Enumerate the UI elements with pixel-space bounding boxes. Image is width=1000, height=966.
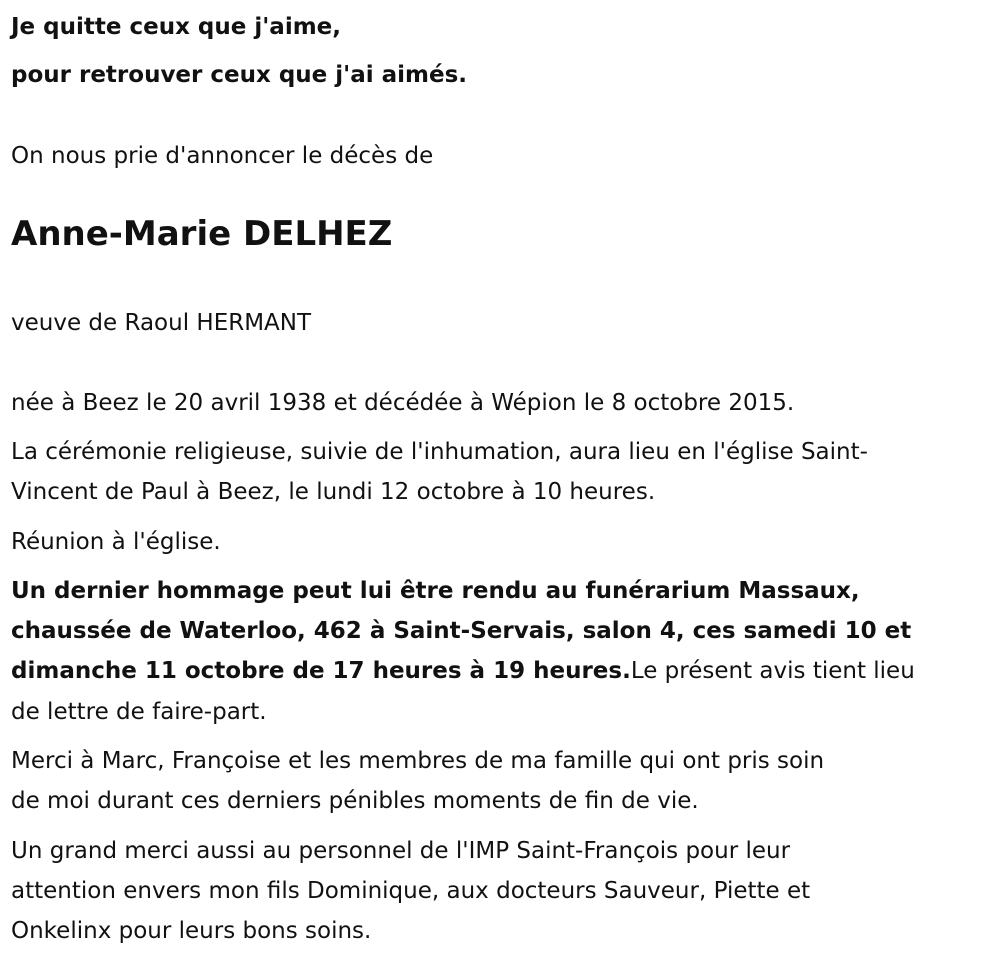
ceremony-line-1: La cérémonie religieuse, suivie de l'inhumation, aura lieu en l'église Saint- [11, 439, 868, 465]
meeting-text: Réunion à l'église. [11, 529, 221, 555]
homage-line-3-bold: dimanche 11 octobre de 17 heures à 19 heures. [11, 658, 631, 684]
thanks-line-1: Merci à Marc, Françoise et les membres de ma famille qui ont pris soin [11, 748, 825, 774]
homage-line-1: Un dernier hommage peut lui être rendu au funérarium Massaux, [11, 578, 860, 604]
intro-text: On nous prie d'annoncer le décès de [11, 143, 434, 169]
homage-line-3 [11, 656, 915, 686]
gratitude-line-1: Un grand merci aussi au personnel de l'IMP Saint-François pour leur [11, 838, 791, 864]
homage-line-3-regular: Le présent avis tient lieu [630, 658, 915, 684]
epigraph-line-2: pour retrouver ceux que j'ai aimés. [11, 62, 468, 88]
homage-line-4: de lettre de faire-part. [11, 699, 267, 725]
gratitude-line-3: Onkelinx pour leurs bons soins. [11, 918, 372, 944]
spouse-text: veuve de Raoul HERMANT [11, 310, 312, 336]
deceased-name: Anne-Marie DELHEZ [11, 214, 393, 254]
ceremony-line-2: Vincent de Paul à Beez, le lundi 12 octobre à 10 heures. [11, 479, 656, 505]
thanks-line-2: de moi durant ces derniers pénibles moments de fin de vie. [11, 788, 699, 814]
birth-death-text: née à Beez le 20 avril 1938 et décédée à Wépion le 8 octobre 2015. [11, 390, 795, 416]
homage-line-2: chaussée de Waterloo, 462 à Saint-Servais, salon 4, ces samedi 10 et [11, 618, 912, 644]
gratitude-line-2: attention envers mon fils Dominique, aux docteurs Sauveur, Piette et [11, 878, 811, 904]
epigraph-line-1: Je quitte ceux que j'aime, [11, 14, 342, 40]
